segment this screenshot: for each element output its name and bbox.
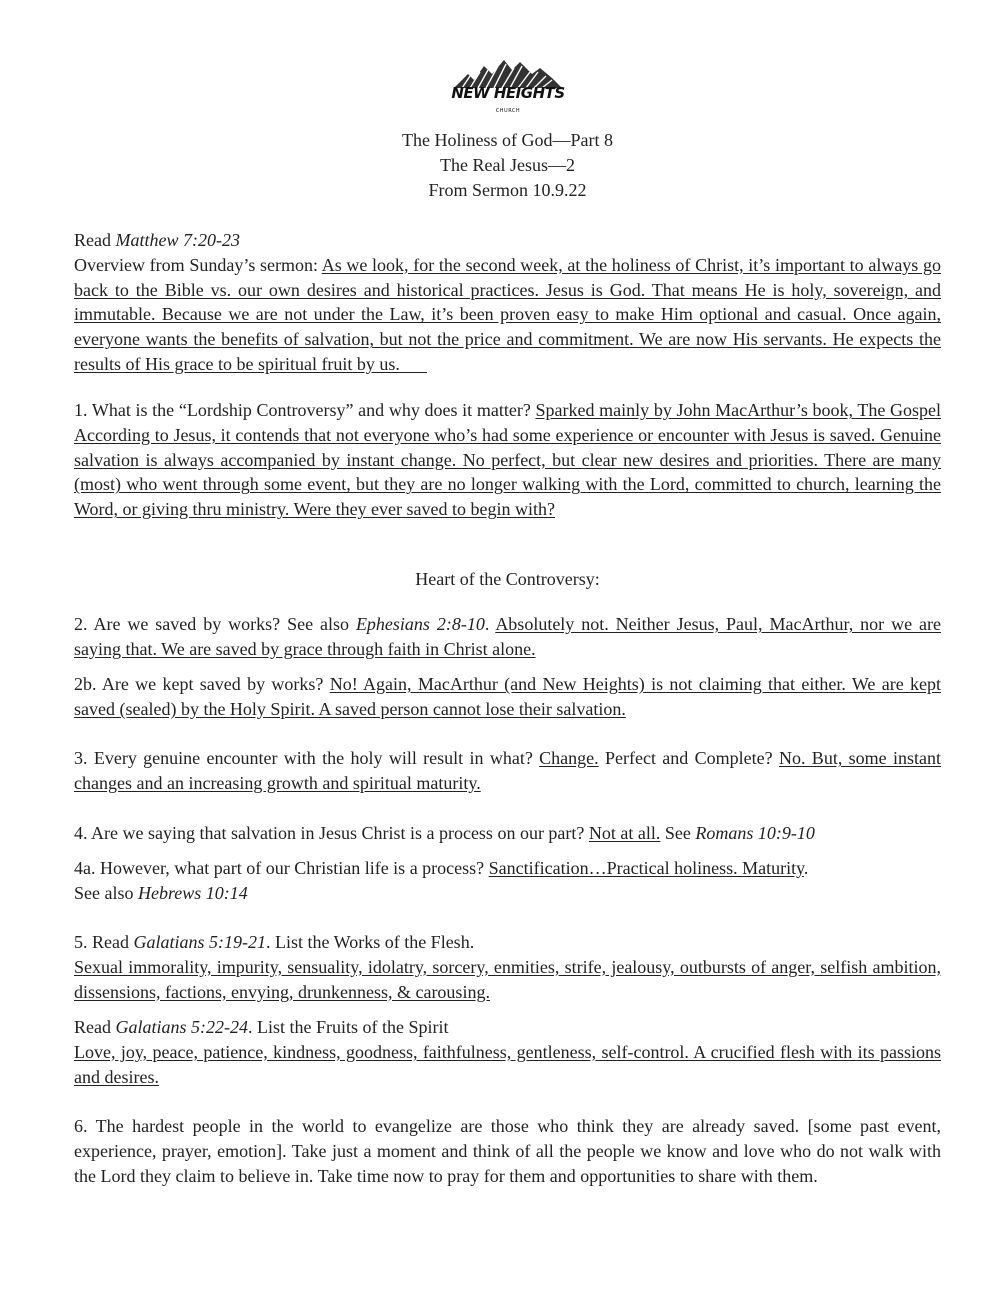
answer-text: No. But, some instant changes and an increasing growth and spiritual maturity. <box>74 748 941 793</box>
scripture-reference: Hebrews 10:14 <box>137 882 248 903</box>
read-line <box>74 228 941 253</box>
question-text: Read <box>74 1017 116 1037</box>
punctuation: . <box>803 858 809 878</box>
answer-text: Sexual immorality, impurity, sensuality, idolatry, sorcery, enmities, strife, jealousy, outbursts of anger, selfish ambition, dissensions, factions, envying, drunkenness, & carousing. <box>74 956 941 1002</box>
question-3 <box>74 746 941 796</box>
answer-text: Sanctification…Practical holiness. Maturity <box>488 858 804 878</box>
question-2b <box>74 672 941 722</box>
scripture-reference: Matthew 7:20-23 <box>115 230 240 250</box>
question-4a <box>74 856 941 906</box>
answer-text: No! Again, MacArthur (and New Heights) is not claiming that either. We are kept saved (sealed) by the Holy Spirit. A saved person cannot lose their salvation. <box>74 674 941 719</box>
title-line-3: From Sermon 10.9.22 <box>428 180 587 200</box>
answer-text: Not at all. <box>588 823 661 843</box>
overview-paragraph <box>74 253 941 377</box>
overview-answer: As we look, for the second week, at the holiness of Christ, it’s important to always go back to the Bible vs. our own desires and historical practices. Jesus is God. That means He is holy, sovereign, and immutable. Because we are not under the Law, it’s been proven easy to make Him optional and casual. Once again, everyone wants the benefits of salvation, but not the price and commitment. We are now His servants. He expects the results of His grace to be spiritual fruit by us. <box>74 254 941 374</box>
see-label: See <box>660 823 696 843</box>
answer-text: Love, joy, peace, patience, kindness, goodness, faithfulness, gentleness, self-control. A crucified flesh with its passions and desires. <box>74 1041 941 1087</box>
question-text: Perfect and Complete? <box>598 748 779 768</box>
question-1 <box>74 398 941 522</box>
scripture-reference: Galatians 5:22-24 <box>115 1017 248 1037</box>
intro-section <box>74 228 941 377</box>
answer-text: Change. <box>539 748 599 768</box>
logo-wordmark: NEW HEIGHTS <box>451 84 565 102</box>
overview-label: Overview from Sunday’s sermon: <box>74 254 322 275</box>
closing-paragraph: 6. The hardest people in the world to evangelize are those who think they are already saved. [some past event, experience, prayer, emotion]. Take just a moment and think of all the people we know and love who do not walk with the Lord they claim to believe in. Take time now to pray for them and opportunities to share with them. <box>74 1116 941 1186</box>
see-label: See also <box>74 882 138 903</box>
read-prefix: Read <box>74 230 116 250</box>
scripture-reference: Galatians 5:19-21 <box>133 932 266 952</box>
question-5 <box>74 930 941 1004</box>
question-text: 2b. Are we kept saved by works? <box>74 674 330 694</box>
section-heading: Heart of the Controversy: <box>415 569 600 589</box>
title-line-1: The Holiness of God—Part 8 <box>402 130 613 150</box>
church-logo <box>448 56 568 118</box>
answer-text: Sparked mainly by John MacArthur’s book, The Gospel According to Jesus, it contends that not everyone who’s had some experience or encounter with Jesus is saved. Genuine salvation is always accompanied by instant change. No perfect, but clear new desires and priorities. There are many (most) who went through some event, but they are no longer walking with the Lord, committed to church, learning the Word, or giving thru ministry. Were they ever saved to begin with? <box>74 400 942 520</box>
question-text: 4a. However, what part of our Christian life is a process? <box>74 858 489 878</box>
title-block <box>74 128 941 203</box>
question-text: 3. Every genuine encounter with the holy will result in what? <box>74 748 540 768</box>
question-text: . List the Fruits of the Spirit <box>247 1017 449 1037</box>
logo-subtitle: CHURCH <box>495 108 521 114</box>
title-line-2: The Real Jesus—2 <box>440 155 575 175</box>
answer-text: Absolutely not. Neither Jesus, Paul, MacArthur, nor we are saying that. We are saved by grace through faith in Christ alone. <box>74 614 941 659</box>
question-4 <box>74 821 941 846</box>
question-2 <box>74 612 941 662</box>
question-text: . List the Works of the Flesh. <box>265 932 475 952</box>
question-text: 5. Read <box>74 932 134 952</box>
scripture-reference: Ephesians 2:8-10 <box>355 614 485 634</box>
question-text: 2. Are we saved by works? See also <box>74 614 356 634</box>
question-text: 1. What is the “Lordship Controversy” and why does it matter? <box>74 400 536 420</box>
question-text: 4. Are we saying that salvation in Jesus Christ is a process on our part? <box>74 823 589 843</box>
question-5b <box>74 1015 941 1089</box>
punctuation: . <box>484 614 496 634</box>
scripture-reference: Romans 10:9-10 <box>695 823 815 843</box>
question-6 <box>74 1114 941 1188</box>
